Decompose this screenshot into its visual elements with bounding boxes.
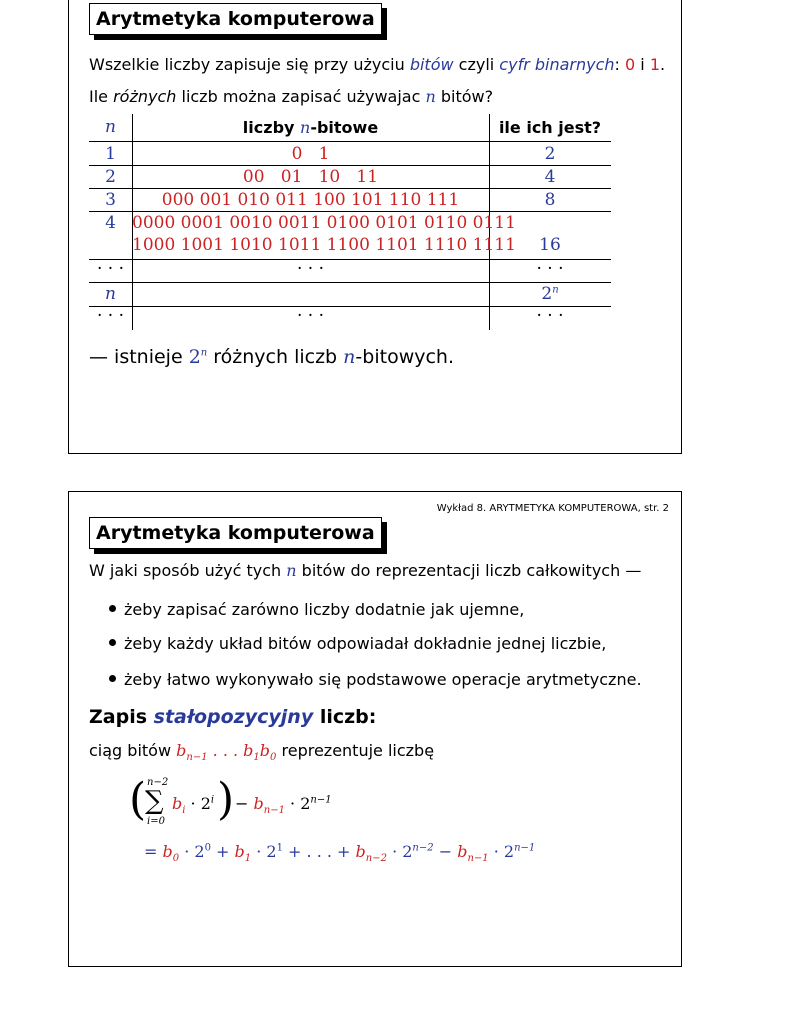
bullet-2: [109, 634, 606, 653]
question-post: bitów do reprezentacji liczb całkowitych —: [296, 561, 642, 580]
row-2-count: 4: [544, 167, 556, 187]
intro-text-mid: czyli: [453, 55, 500, 74]
conclusion-n: n: [343, 346, 356, 368]
bits-table: [89, 114, 611, 330]
sum-sign: ∑: [145, 786, 164, 816]
row-3-count: 8: [544, 190, 556, 210]
row-3-values: 000 001 010 011 100 101 110 111: [161, 190, 460, 210]
term-roznych: różnych: [113, 87, 177, 106]
row-n-count-exp: n: [552, 284, 559, 296]
slide-1: [68, 0, 682, 454]
question-text: Ile: [89, 87, 114, 106]
row-3-n: 3: [105, 190, 116, 210]
slide-2: [68, 491, 682, 967]
paren-close: ): [217, 774, 235, 825]
section-highlight: stałopozycyjny: [153, 706, 314, 728]
row-2-values: 00 01 10 11: [242, 167, 379, 187]
row-dots-2-values: · · ·: [296, 306, 325, 326]
question-text-post: bitów?: [435, 87, 494, 106]
row-4-n: 4: [105, 213, 116, 233]
header-liczby-pre: liczby: [242, 118, 301, 137]
header-liczby: [132, 118, 489, 137]
bit-sequence: $b_{n-1}$ . . . $b_1b_0$: [176, 741, 277, 764]
slide-header: Wykład 8. ARYTMETYKA KOMPUTEROWA, str. 2: [436, 503, 669, 514]
question-n: n: [286, 561, 297, 580]
row-1-values: 0 1: [291, 144, 330, 164]
sum-upper: n−2: [147, 777, 169, 788]
conclusion-mid: różnych liczb: [207, 346, 344, 368]
question-text-mid: liczb można zapisać używajac: [176, 87, 426, 106]
row-dots-1-n: · · ·: [96, 259, 125, 279]
section-post: liczb:: [313, 706, 377, 728]
row-dots-2-n: · · ·: [96, 306, 125, 326]
intro-and: i: [635, 55, 650, 74]
intro-colon: :: [614, 55, 626, 74]
row-n-count: [489, 284, 611, 304]
row-4-count: 16: [539, 235, 561, 255]
bullet-icon: [109, 605, 116, 612]
digit-one: 1: [649, 55, 661, 74]
representation-question: [89, 561, 641, 580]
paren-open: (: [129, 774, 147, 825]
term-cyfr-binarnych: cyfr binarnych: [499, 55, 615, 74]
bullet-1: [109, 600, 524, 619]
conclusion-pre: — istnieje: [89, 346, 189, 368]
row-2-n: 2: [105, 167, 116, 187]
sum-lower: i=0: [147, 816, 165, 827]
conclusion-two: 2: [188, 346, 201, 368]
row-dots-1-values: · · ·: [296, 259, 325, 279]
row-4-values-a: 0000 0001 0010 0011 0100 0101 0110 0111: [132, 213, 516, 233]
var-n: n: [425, 87, 436, 106]
sum-minus-term: − $b_{n-1} \cdot 2^{n-1}$: [235, 794, 332, 817]
row-n-count-base: 2: [541, 284, 553, 304]
conclusion: [89, 346, 454, 368]
header-liczby-n: n: [300, 118, 311, 137]
sum-term: $b_i \cdot 2^i$: [172, 794, 215, 817]
section-pre: Zapis: [89, 706, 154, 728]
question-line: [89, 87, 493, 106]
digit-zero: 0: [625, 55, 636, 74]
sequence-pre: ciąg bitów: [89, 741, 177, 760]
conclusion-exp: n: [200, 347, 208, 359]
header-n: n: [105, 117, 116, 137]
row-n-n: n: [105, 284, 116, 304]
slide-1-title: Arytmetyka komputerowa: [89, 3, 382, 35]
formula-expanded: = $b_0 \cdot 2^0 + b_1 \cdot 2^1$ + . . . + $b_{n-2} \cdot 2^{n-2} - b_{n-1} \cdot 2^{n-1}$: [144, 842, 536, 865]
section-heading: [89, 706, 376, 728]
sequence-line: [89, 741, 434, 763]
bullet-2-text: żeby każdy układ bitów odpowiadał dokładnie jednej liczbie,: [124, 634, 607, 653]
conclusion-post: -bitowych.: [355, 346, 455, 368]
row-dots-1-count: · · ·: [536, 259, 564, 279]
slide-2-title: Arytmetyka komputerowa: [89, 517, 382, 549]
intro-text: Wszelkie liczby zapisuje się przy użyciu: [89, 55, 410, 74]
sequence-post: reprezentuje liczbę: [276, 741, 435, 760]
row-1-count: 2: [544, 144, 556, 164]
row-4-values-b: 1000 1001 1010 1011 1100 1101 1110 1111: [132, 235, 516, 255]
bullet-3-text: żeby łatwo wykonywało się podstawowe operacje arytmetyczne.: [124, 670, 642, 689]
bullet-icon: [109, 675, 116, 682]
intro-line: [89, 55, 665, 74]
row-1-n: 1: [105, 144, 116, 164]
header-count: ile ich jest?: [498, 118, 602, 137]
bullet-3: [109, 670, 642, 689]
term-bitow: bitów: [409, 55, 454, 74]
row-dots-2-count: · · ·: [536, 306, 564, 326]
bullet-icon: [109, 639, 116, 646]
question-pre: W jaki sposób użyć tych: [89, 561, 287, 580]
intro-dot: .: [660, 55, 666, 74]
bullet-1-text: żeby zapisać zarówno liczby dodatnie jak ujemne,: [124, 600, 525, 619]
header-liczby-post: -bitowe: [310, 118, 379, 137]
